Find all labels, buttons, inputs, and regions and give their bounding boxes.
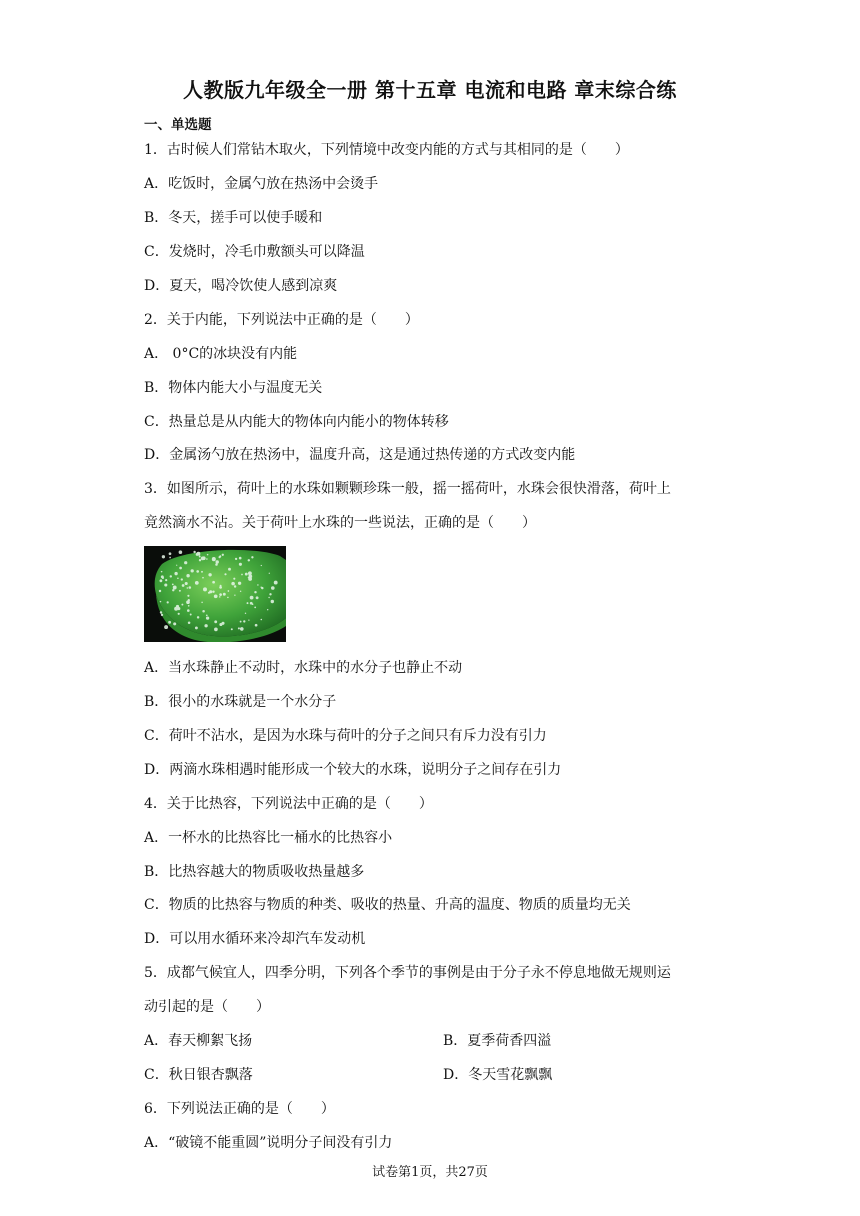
question-5-option-b: B．夏季荷香四溢 <box>443 1033 552 1049</box>
question-3-stem-line-2: 竟然滴水不沾。关于荷叶上水珠的一些说法，正确的是（ ） <box>144 515 536 531</box>
question-2-option-c: C．热量总是从内能大的物体向内能小的物体转移 <box>144 414 449 430</box>
lotus-leaf-image <box>144 546 286 642</box>
question-2-option-a: A． 0°C的冰块没有内能 <box>144 346 298 362</box>
question-3-option-d: D．两滴水珠相遇时能形成一个较大的水珠，说明分子之间存在引力 <box>144 762 562 778</box>
question-3-stem-line-1: 3．如图所示，荷叶上的水珠如颗颗珍珠一般，摇一摇荷叶，水珠会很快滑落，荷叶上 <box>144 481 671 497</box>
question-1-option-b: B．冬天，搓手可以使手暖和 <box>144 210 323 226</box>
question-4-option-a: A．一杯水的比热容比一桶水的比热容小 <box>144 830 393 846</box>
question-4-option-b: B．比热容越大的物质吸收热量越多 <box>144 864 365 880</box>
section-heading: 一、单选题 <box>144 117 212 133</box>
question-3-option-b: B．很小的水珠就是一个水分子 <box>144 694 337 710</box>
question-4-stem: 4．关于比热容，下列说法中正确的是（ ） <box>144 796 433 812</box>
question-6-stem: 6．下列说法正确的是（ ） <box>144 1101 335 1117</box>
lotus-leaf-photo <box>144 546 286 642</box>
page-footer: 试卷第1页，共27页 <box>372 1165 488 1180</box>
question-5-option-d: D．冬天雪花飘飘 <box>443 1067 553 1083</box>
question-2-option-d: D．金属汤勺放在热汤中，温度升高，这是通过热传递的方式改变内能 <box>144 447 576 463</box>
question-1-stem: 1．古时候人们常钻木取火，下列情境中改变内能的方式与其相同的是（ ） <box>144 142 629 158</box>
question-5-stem-line-1: 5．成都气候宜人，四季分明，下列各个季节的事例是由于分子永不停息地做无规则运 <box>144 965 671 981</box>
page-title: 人教版九年级全一册 第十五章 电流和电路 章末综合练 <box>183 78 677 102</box>
question-1-option-a: A．吃饭时，金属勺放在热汤中会烫手 <box>144 176 379 192</box>
question-2-stem: 2．关于内能，下列说法中正确的是（ ） <box>144 312 419 328</box>
question-4-option-c: C．物质的比热容与物质的种类、吸收的热量、升高的温度、物质的质量均无关 <box>144 897 631 913</box>
question-3-option-c: C．荷叶不沾水，是因为水珠与荷叶的分子之间只有斥力没有引力 <box>144 728 547 744</box>
question-3-option-a: A．当水珠静止不动时，水珠中的水分子也静止不动 <box>144 660 463 676</box>
question-6-option-a: A．“破镜不能重圆”说明分子间没有引力 <box>144 1135 393 1151</box>
question-5-option-c: C．秋日银杏飘落 <box>144 1067 253 1083</box>
question-4-option-d: D．可以用水循环来冷却汽车发动机 <box>144 931 366 947</box>
question-2-option-b: B．物体内能大小与温度无关 <box>144 380 323 396</box>
question-5-option-a: A．春天柳絮飞扬 <box>144 1033 253 1049</box>
question-1-option-c: C．发烧时，冷毛巾敷额头可以降温 <box>144 244 365 260</box>
question-5-stem-line-2: 动引起的是（ ） <box>144 999 270 1015</box>
question-1-option-d: D．夏天，喝冷饮使人感到凉爽 <box>144 278 338 294</box>
